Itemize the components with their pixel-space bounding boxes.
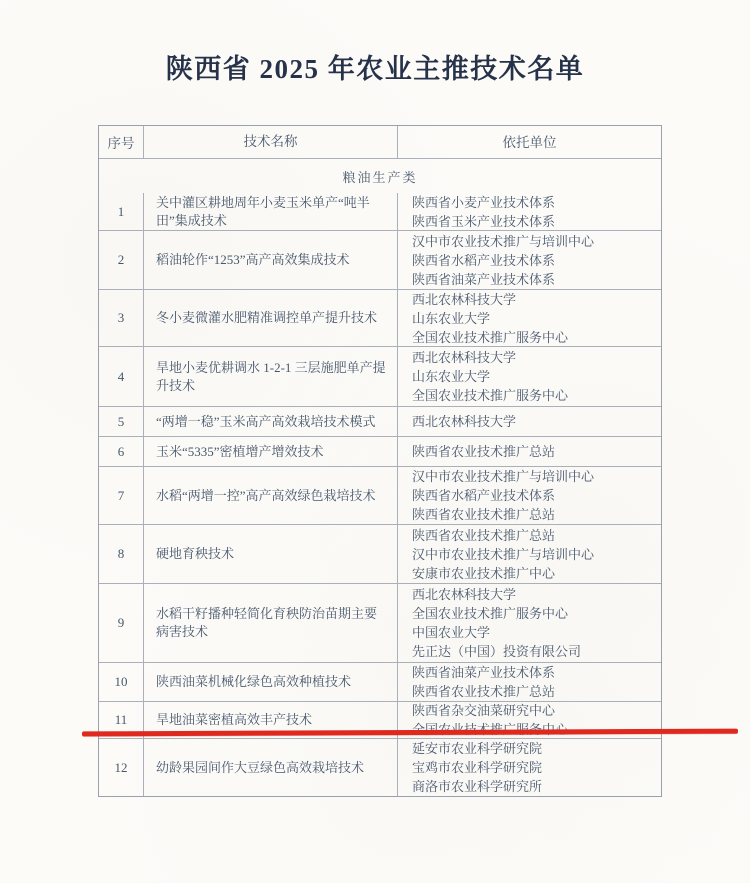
technology-name: 幼龄果园间作大豆绿色高效栽培技术 xyxy=(144,739,398,796)
supporting-organizations xyxy=(398,193,661,230)
organization-line: 陕西省水稻产业技术体系 xyxy=(412,488,556,503)
organization-line: 先正达（中国）投资有限公司 xyxy=(412,644,582,659)
column-header-index: 序号 xyxy=(99,126,144,158)
organization-line: 西北农林科技大学 xyxy=(412,414,517,429)
row-index: 9 xyxy=(99,584,144,662)
table-body xyxy=(99,193,661,796)
supporting-organizations xyxy=(398,231,661,289)
organization-line: 全国农业技术推广服务中心 xyxy=(412,606,569,621)
technology-name: 稻油轮作“1253”高产高效集成技术 xyxy=(144,231,398,289)
technology-name: 冬小麦微灌水肥精准调控单产提升技术 xyxy=(144,290,398,346)
organization-line: 西北农林科技大学 xyxy=(412,291,517,307)
technology-name: 关中灌区耕地周年小麦玉米单产“吨半田”集成技术 xyxy=(144,193,398,230)
organization-line: 山东农业大学 xyxy=(412,369,491,384)
table-row xyxy=(99,662,661,701)
table-header-row xyxy=(99,126,661,158)
technology-name: “两增一稳”玉米高产高效栽培技术模式 xyxy=(144,407,398,436)
technology-name: 水稻“两增一控”高产高效绿色栽培技术 xyxy=(144,467,398,524)
table-row xyxy=(99,436,661,466)
organization-line: 全国农业技术推广服务中心 xyxy=(412,388,569,403)
supporting-organizations xyxy=(398,584,661,662)
organization-line: 陕西省油菜产业技术体系 xyxy=(412,271,556,287)
organization-line: 陕西省小麦产业技术体系 xyxy=(412,194,556,210)
technology-name: 陕西油菜机械化绿色高效种植技术 xyxy=(144,663,398,701)
organization-line: 汉中市农业技术推广与培训中心 xyxy=(412,546,595,562)
organization-line: 陕西省农业技术推广总站 xyxy=(412,527,556,543)
supporting-organizations xyxy=(398,347,661,406)
row-index: 6 xyxy=(99,437,144,466)
organization-line: 陕西省水稻产业技术体系 xyxy=(412,252,556,268)
organization-line: 山东农业大学 xyxy=(412,310,491,326)
page-title: 陕西省 2025 年农业主推技术名单 xyxy=(165,54,585,84)
row-index: 7 xyxy=(99,467,144,524)
organization-line: 宝鸡市农业科学研究院 xyxy=(412,760,543,775)
organization-line: 全国农业技术推广服务中心 xyxy=(412,329,569,345)
table-row xyxy=(99,583,661,662)
table-row xyxy=(99,738,661,796)
table-row xyxy=(99,193,661,230)
table-row xyxy=(99,230,661,289)
row-index: 3 xyxy=(99,290,144,346)
row-index: 10 xyxy=(99,663,144,701)
organization-line: 陕西省玉米产业技术体系 xyxy=(412,213,556,229)
supporting-organizations xyxy=(398,407,661,436)
supporting-organizations xyxy=(398,437,661,466)
organization-line: 汉中市农业技术推广与培训中心 xyxy=(412,233,595,249)
technology-name: 旱地小麦优耕调水 1-2-1 三层施肥单产提升技术 xyxy=(144,347,398,406)
supporting-organizations xyxy=(398,739,661,796)
row-index: 12 xyxy=(99,739,144,796)
organization-line: 陕西省农业技术推广总站 xyxy=(412,684,556,699)
supporting-organizations xyxy=(398,467,661,524)
row-index: 1 xyxy=(99,193,144,230)
organization-line: 陕西省农业技术推广总站 xyxy=(412,444,556,459)
table-row xyxy=(99,406,661,436)
organization-line: 西北农林科技大学 xyxy=(412,587,517,602)
organization-line: 延安市农业科学研究院 xyxy=(412,741,543,756)
supporting-organizations xyxy=(398,525,661,583)
table-row xyxy=(99,289,661,346)
column-header-technology-name: 技术名称 xyxy=(144,126,398,158)
section-row xyxy=(99,158,661,193)
row-index: 5 xyxy=(99,407,144,436)
row-index: 2 xyxy=(99,231,144,289)
table-row xyxy=(99,524,661,583)
table-row xyxy=(99,346,661,406)
technology-name: 硬地育秧技术 xyxy=(144,525,398,583)
column-header-supporting-unit: 依托单位 xyxy=(502,134,557,150)
row-index: 8 xyxy=(99,525,144,583)
technology-table xyxy=(98,125,662,797)
supporting-organizations xyxy=(398,663,661,701)
organization-line: 陕西省农业技术推广总站 xyxy=(412,507,556,522)
organization-line: 陕西省油菜产业技术体系 xyxy=(412,665,556,680)
technology-name: 旱地油菜密植高效丰产技术 xyxy=(144,702,398,738)
organization-line: 商洛市农业科学研究所 xyxy=(412,779,543,794)
organization-line: 安康市农业技术推广中心 xyxy=(412,565,556,581)
row-index: 11 xyxy=(99,702,144,738)
technology-name: 玉米“5335”密植增产增效技术 xyxy=(144,437,398,466)
table-row xyxy=(99,466,661,524)
organization-line: 中国农业大学 xyxy=(412,625,491,640)
supporting-organizations xyxy=(398,290,661,346)
organization-line: 陕西省杂交油菜研究中心 xyxy=(412,703,556,718)
organization-line: 西北农林科技大学 xyxy=(412,350,517,365)
technology-name: 水稻干籽播种轻简化育秧防治苗期主要病害技术 xyxy=(144,584,398,662)
organization-line: 汉中市农业技术推广与培训中心 xyxy=(412,469,595,484)
section-header-grain-oil: 粮油生产类 xyxy=(342,169,418,185)
row-index: 4 xyxy=(99,347,144,406)
